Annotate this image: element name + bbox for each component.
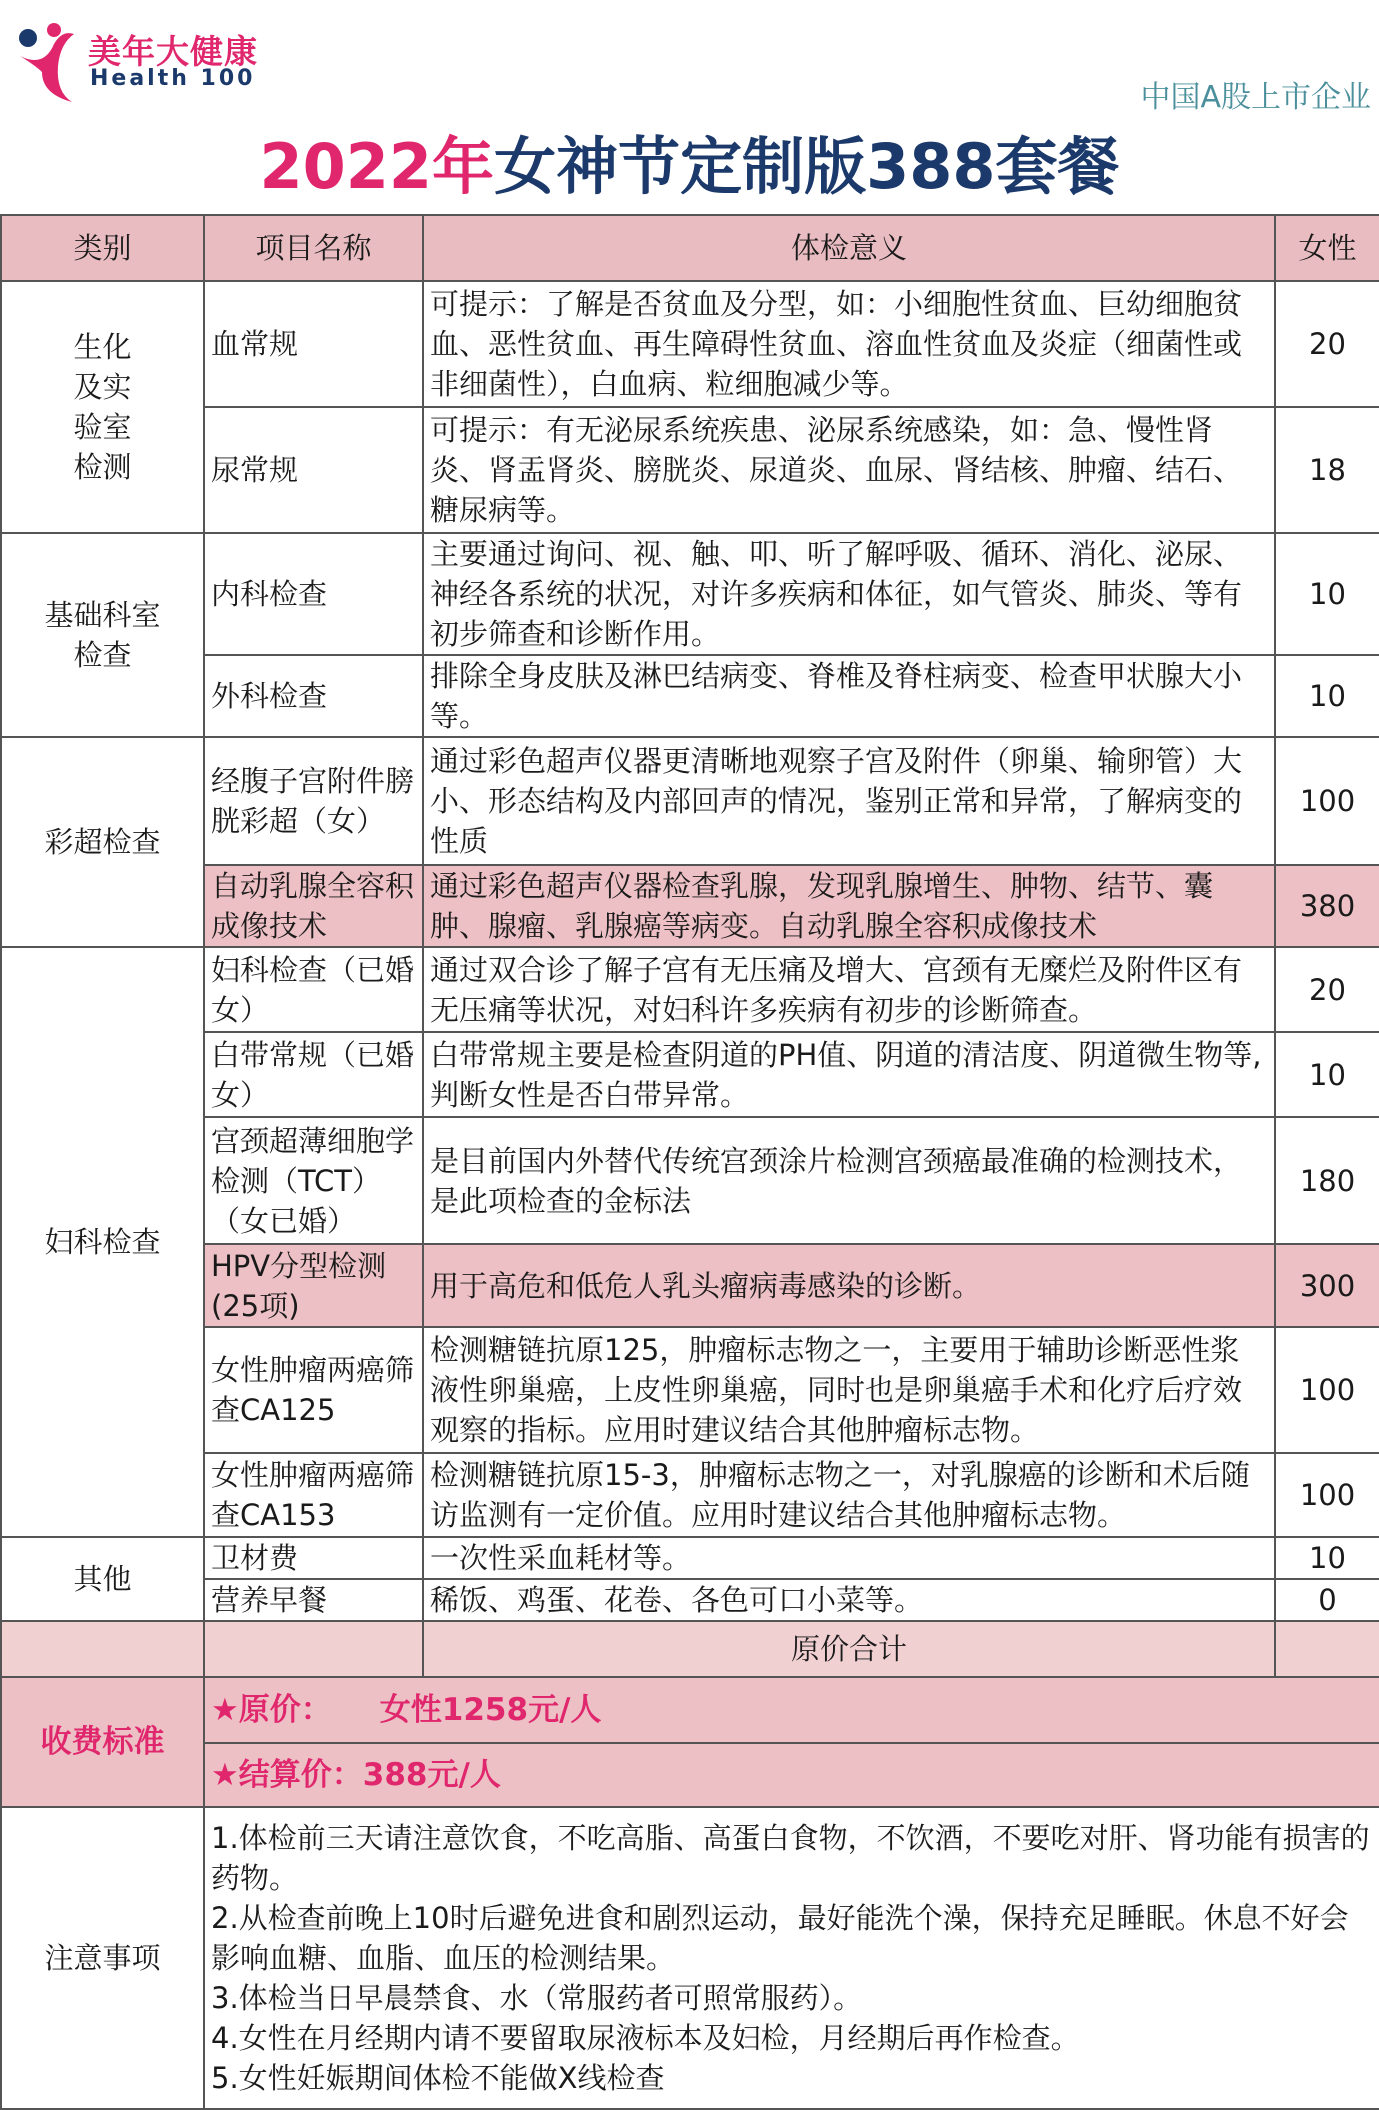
table-row	[1, 407, 1379, 533]
page-title	[0, 122, 1379, 212]
table-row	[1, 947, 1379, 1032]
item-price: 380	[1275, 865, 1379, 947]
item-meaning: 白带常规主要是检查阴道的PH值、阴道的清洁度、阴道微生物等,判断女性是否白带异常。	[423, 1032, 1275, 1117]
item-meaning: 通过双合诊了解子宫有无压痛及增大、宫颈有无糜烂及附件区有无压痛等状况，对妇科许多疾病有初步的诊断筛查。	[423, 947, 1275, 1032]
summary-empty-cell	[1, 1621, 204, 1677]
note-item: 1.体检前三天请注意饮食，不吃高脂、高蛋白食物，不饮酒，不要吃对肝、肾功能有损害的药物。	[211, 1821, 1370, 1895]
category-other: 其他	[1, 1537, 204, 1621]
item-price: 100	[1275, 737, 1379, 865]
item-price: 10	[1275, 1537, 1379, 1579]
item-name: 白带常规（已婚女）	[204, 1032, 423, 1117]
item-name: 自动乳腺全容积成像技术	[204, 865, 423, 947]
brand-logo-icon	[14, 22, 86, 104]
header	[0, 0, 1379, 115]
item-meaning: 稀饭、鸡蛋、花卷、各色可口小菜等。	[423, 1579, 1275, 1621]
item-meaning: 通过彩色超声仪器检查乳腺，发现乳腺增生、肿物、结节、囊肿、腺瘤、乳腺癌等病变。自动乳腺全容积成像技术	[423, 865, 1275, 947]
item-price: 20	[1275, 947, 1379, 1032]
summary-row	[1, 1621, 1379, 1677]
summary-empty-cell	[1275, 1621, 1379, 1677]
note-item: 3.体检当日早晨禁食、水（常服药者可照常服药）。	[211, 1981, 863, 2015]
category-gyn: 妇科检查	[1, 947, 204, 1537]
fee-row-original	[1, 1677, 1379, 1743]
header-category: 类别	[1, 215, 204, 281]
notes-list	[204, 1807, 1379, 2109]
header-meaning: 体检意义	[423, 215, 1275, 281]
category-lab: 生化 及实 验室 检测	[1, 281, 204, 533]
item-price: 10	[1275, 655, 1379, 737]
table-row	[1, 281, 1379, 407]
table-row	[1, 1579, 1379, 1621]
category-ultrasound: 彩超检查	[1, 737, 204, 947]
item-meaning: 可提示：了解是否贫血及分型，如：小细胞性贫血、巨幼细胞贫血、恶性贫血、再生障碍性贫血、溶血性贫血及炎症（细菌性或非细菌性），白血病、粒细胞减少等。	[423, 281, 1275, 407]
table-row	[1, 533, 1379, 655]
header-female: 女性	[1275, 215, 1379, 281]
brand-name-en: Health 100	[90, 66, 256, 91]
summary-empty-cell	[204, 1621, 423, 1677]
item-name: 女性肿瘤两癌筛查CA125	[204, 1327, 423, 1453]
brand-name-cn: 美年大健康	[88, 32, 258, 71]
table-row	[1, 865, 1379, 947]
item-price: 300	[1275, 1244, 1379, 1327]
fee-row-settle	[1, 1743, 1379, 1807]
item-meaning: 可提示：有无泌尿系统疾患、泌尿系统感染，如：急、慢性肾炎、肾盂肾炎、膀胱炎、尿道炎、血尿、肾结核、肿瘤、结石、糖尿病等。	[423, 407, 1275, 533]
table-row	[1, 1537, 1379, 1579]
table-row	[1, 1327, 1379, 1453]
title-main: 女神节定制版388套餐	[494, 130, 1120, 203]
item-name: 经腹子宫附件膀胱彩超（女）	[204, 737, 423, 865]
item-price: 10	[1275, 1032, 1379, 1117]
category-basic: 基础科室 检查	[1, 533, 204, 737]
table-row	[1, 1032, 1379, 1117]
item-name: 尿常规	[204, 407, 423, 533]
item-price: 100	[1275, 1327, 1379, 1453]
item-price: 20	[1275, 281, 1379, 407]
fee-settle-label: ★结算价：	[211, 1757, 363, 1793]
item-name: 女性肿瘤两癌筛查CA153	[204, 1453, 423, 1537]
item-price: 10	[1275, 533, 1379, 655]
note-item: 4.女性在月经期内请不要留取尿液标本及妇检，月经期后再作检查。	[211, 2021, 1080, 2055]
fee-label: 收费标准	[1, 1677, 204, 1807]
table-row	[1, 655, 1379, 737]
item-name: 营养早餐	[204, 1579, 423, 1621]
item-name: 血常规	[204, 281, 423, 407]
item-price: 100	[1275, 1453, 1379, 1537]
fee-settle	[204, 1743, 1379, 1807]
fee-original	[204, 1677, 1379, 1743]
item-price: 0	[1275, 1579, 1379, 1621]
item-meaning: 排除全身皮肤及淋巴结病变、脊椎及脊柱病变、检查甲状腺大小等。	[423, 655, 1275, 737]
notes-row	[1, 1807, 1379, 2109]
item-price: 18	[1275, 407, 1379, 533]
fee-original-value: 女性1258元/人	[379, 1692, 602, 1728]
item-name: 内科检查	[204, 533, 423, 655]
item-name: HPV分型检测(25项)	[204, 1244, 423, 1327]
item-meaning: 检测糖链抗原125，肿瘤标志物之一，主要用于辅助诊断恶性浆液性卵巢癌，上皮性卵巢癌，同时也是卵巢癌手术和化疗后疗效观察的指标。应用时建议结合其他肿瘤标志物。	[423, 1327, 1275, 1453]
item-meaning: 用于高危和低危人乳头瘤病毒感染的诊断。	[423, 1244, 1275, 1327]
table-row	[1, 737, 1379, 865]
listed-label: 中国A股上市企业	[1140, 80, 1371, 115]
table-header-row	[1, 215, 1379, 281]
item-meaning: 通过彩色超声仪器更清晰地观察子宫及附件（卵巢、输卵管）大小、形态结构及内部回声的情况，鉴别正常和异常，了解病变的性质	[423, 737, 1275, 865]
item-name: 外科检查	[204, 655, 423, 737]
table-row	[1, 1117, 1379, 1244]
item-name: 宫颈超薄细胞学检测（TCT）（女已婚）	[204, 1117, 423, 1244]
table-row	[1, 1453, 1379, 1537]
package-table	[0, 214, 1379, 2110]
item-name: 卫材费	[204, 1537, 423, 1579]
item-meaning: 检测糖链抗原15-3，肿瘤标志物之一，对乳腺癌的诊断和术后随访监测有一定价值。应用时建议结合其他肿瘤标志物。	[423, 1453, 1275, 1537]
notes-label: 注意事项	[1, 1807, 204, 2109]
item-price: 180	[1275, 1117, 1379, 1244]
note-item: 5.女性妊娠期间体检不能做X线检查	[211, 2061, 665, 2095]
fee-settle-value: 388元/人	[362, 1757, 501, 1793]
summary-label: 原价合计	[423, 1621, 1275, 1677]
fee-original-label: ★原价：	[211, 1692, 332, 1728]
title-year: 2022年	[259, 130, 495, 203]
table-row	[1, 1244, 1379, 1327]
header-item: 项目名称	[204, 215, 423, 281]
item-meaning: 一次性采血耗材等。	[423, 1537, 1275, 1579]
item-meaning: 是目前国内外替代传统宫颈涂片检测宫颈癌最准确的检测技术，是此项检查的金标法	[423, 1117, 1275, 1244]
item-meaning: 主要通过询问、视、触、叩、听了解呼吸、循环、消化、泌尿、神经各系统的状况，对许多疾病和体征，如气管炎、肺炎、等有初步筛查和诊断作用。	[423, 533, 1275, 655]
note-item: 2.从检查前晚上10时后避免进食和剧烈运动，最好能洗个澡，保持充足睡眠。休息不好会影响血糖、血脂、血压的检测结果。	[211, 1901, 1349, 1975]
item-name: 妇科检查（已婚女）	[204, 947, 423, 1032]
